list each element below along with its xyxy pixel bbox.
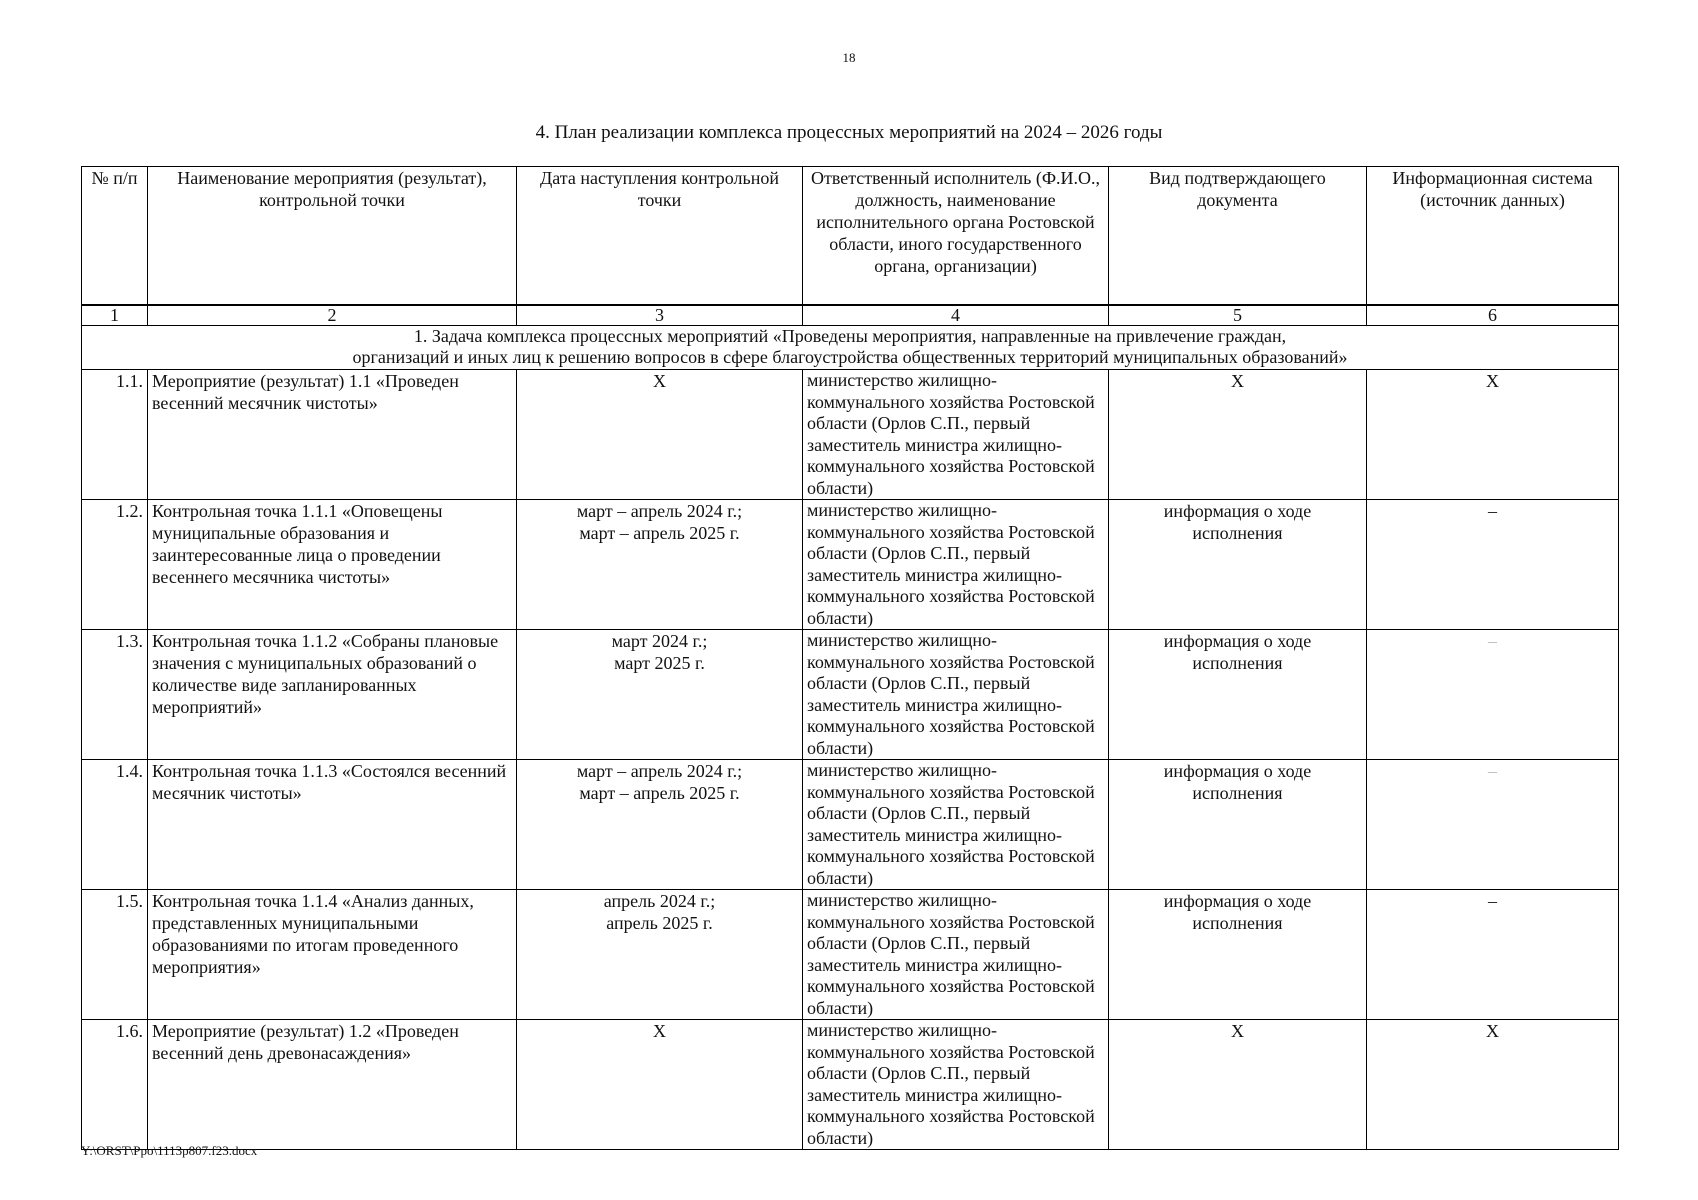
document-type <box>1109 760 1367 890</box>
date-line: март – апрель 2025 г. <box>579 523 740 543</box>
column-number: 2 <box>148 305 517 326</box>
information-system: – <box>1367 890 1619 1020</box>
document-line: информация о ходе <box>1163 501 1312 521</box>
responsible-executor: министерство жилищно-коммунального хозяйства Ростовской области (Орлов С.П., первый заместитель министра жилищно-коммунального хозяйства Ростовской области) <box>803 890 1109 1020</box>
task-heading-line: 1. Задача комплекса процессных мероприятий «Проведены мероприятия, направленные на привлечение граждан, <box>413 326 1287 346</box>
activity-name: Контрольная точка 1.1.4 «Анализ данных, представленных муниципальными образованиями по итогам проведенного мероприятия» <box>148 890 517 1020</box>
date-line: март – апрель 2024 г.; <box>576 761 743 781</box>
column-number: 5 <box>1109 305 1367 326</box>
date-line: март – апрель 2024 г.; <box>576 501 743 521</box>
column-number: 1 <box>82 305 148 326</box>
file-path-footer: Y:\ORST\Ppo\1113p807.f23.docx <box>81 1143 258 1158</box>
document-type <box>1109 1020 1367 1150</box>
row-number: 1.4. <box>82 760 148 890</box>
control-date <box>517 890 803 1020</box>
document-line: информация о ходе <box>1163 891 1312 911</box>
information-system: Х <box>1367 1020 1619 1150</box>
document-type <box>1109 890 1367 1020</box>
document-line: информация о ходе <box>1163 631 1312 651</box>
column-number: 6 <box>1367 305 1619 326</box>
information-system: Х <box>1367 370 1619 500</box>
responsible-executor: министерство жилищно-коммунального хозяйства Ростовской области (Орлов С.П., первый заместитель министра жилищно-коммунального хозяйства Ростовской области) <box>803 760 1109 890</box>
date-line: апрель 2025 г. <box>606 913 713 933</box>
table-row <box>82 630 1619 760</box>
column-header: Вид подтверждающего документа <box>1109 167 1367 306</box>
activity-name: Контрольная точка 1.1.1 «Оповещены муниципальные образования и заинтересованные лица о проведении весеннего месячника чистоты» <box>148 500 517 630</box>
document-line: исполнения <box>1192 783 1283 803</box>
task-heading-line: организаций и иных лиц к решению вопросов в сфере благоустройства общественных территорий муниципальных образований» <box>352 347 1348 367</box>
document-line: Х <box>1231 371 1244 391</box>
document-type <box>1109 630 1367 760</box>
column-number: 4 <box>803 305 1109 326</box>
table-row <box>82 760 1619 890</box>
control-date <box>517 760 803 890</box>
responsible-executor: министерство жилищно-коммунального хозяйства Ростовской области (Орлов С.П., первый заместитель министра жилищно-коммунального хозяйства Ростовской области) <box>803 370 1109 500</box>
document-line: исполнения <box>1192 913 1283 933</box>
responsible-executor: министерство жилищно-коммунального хозяйства Ростовской области (Орлов С.П., первый заместитель министра жилищно-коммунального хозяйства Ростовской области) <box>803 500 1109 630</box>
row-number: 1.1. <box>82 370 148 500</box>
document-line: информация о ходе <box>1163 761 1312 781</box>
table-row <box>82 500 1619 630</box>
responsible-executor: министерство жилищно-коммунального хозяйства Ростовской области (Орлов С.П., первый заместитель министра жилищно-коммунального хозяйства Ростовской области) <box>803 630 1109 760</box>
table-row <box>82 1020 1619 1150</box>
information-system: – <box>1367 760 1619 890</box>
table-header-row <box>82 167 1619 306</box>
table-row <box>82 370 1619 500</box>
date-line: март – апрель 2025 г. <box>579 783 740 803</box>
column-header: Дата наступления контрольной точки <box>517 167 803 306</box>
implementation-plan-table <box>81 166 1619 1150</box>
control-date <box>517 1020 803 1150</box>
page-number: 18 <box>842 50 856 65</box>
responsible-executor: министерство жилищно-коммунального хозяйства Ростовской области (Орлов С.П., первый заместитель министра жилищно-коммунального хозяйства Ростовской области) <box>803 1020 1109 1150</box>
date-line: Х <box>653 371 666 391</box>
row-number: 1.2. <box>82 500 148 630</box>
control-date <box>517 500 803 630</box>
task-row <box>82 326 1619 370</box>
date-line: март 2025 г. <box>614 653 705 673</box>
activity-name: Контрольная точка 1.1.3 «Состоялся весенний месячник чистоты» <box>148 760 517 890</box>
document-type <box>1109 500 1367 630</box>
information-system: – <box>1367 500 1619 630</box>
information-system: – <box>1367 630 1619 760</box>
task-heading <box>82 326 1619 370</box>
column-header: Ответственный исполнитель (Ф.И.О., должность, наименование исполнительного органа Ростовской области, иного государственного органа, организации) <box>803 167 1109 306</box>
date-line: апрель 2024 г.; <box>603 891 716 911</box>
document-line: исполнения <box>1192 653 1283 673</box>
control-date <box>517 630 803 760</box>
column-header: Информационная система (источник данных) <box>1367 167 1619 306</box>
document-line: исполнения <box>1192 523 1283 543</box>
document-title: 4. План реализации комплекса процессных мероприятий на 2024 – 2026 годы <box>535 122 1163 143</box>
table-row <box>82 890 1619 1020</box>
column-header: Наименование мероприятия (результат), контрольной точки <box>148 167 517 306</box>
column-header: № п/п <box>82 167 148 306</box>
document-line: Х <box>1231 1021 1244 1041</box>
date-line: март 2024 г.; <box>611 631 708 651</box>
document-type <box>1109 370 1367 500</box>
column-number-row <box>82 305 1619 326</box>
control-date <box>517 370 803 500</box>
row-number: 1.5. <box>82 890 148 1020</box>
activity-name: Мероприятие (результат) 1.1 «Проведен весенний месячник чистоты» <box>148 370 517 500</box>
date-line: Х <box>653 1021 666 1041</box>
row-number: 1.3. <box>82 630 148 760</box>
column-number: 3 <box>517 305 803 326</box>
activity-name: Мероприятие (результат) 1.2 «Проведен весенний день древонасаждения» <box>148 1020 517 1150</box>
activity-name: Контрольная точка 1.1.2 «Собраны плановые значения с муниципальных образований о количестве виде запланированных мероприятий» <box>148 630 517 760</box>
row-number: 1.6. <box>82 1020 148 1150</box>
